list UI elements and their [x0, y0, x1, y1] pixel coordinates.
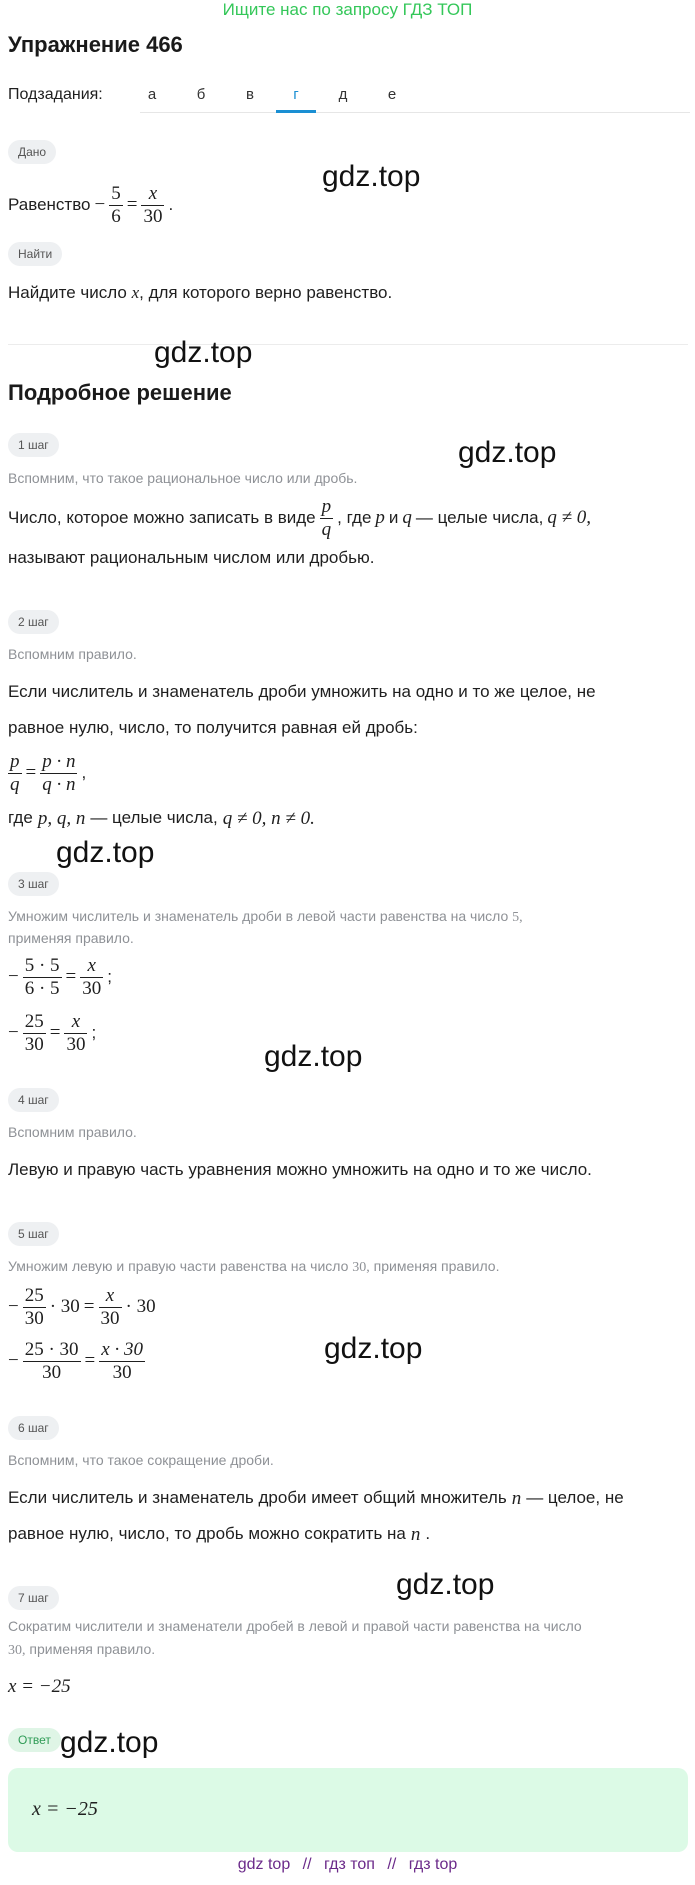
footer-link-gdz-top-mixed[interactable]: гдз top [408, 1856, 458, 1873]
step-7-hint-line1: Сократим числители и знаменатели дробей в левой и правой части равенства на число [8, 1618, 582, 1634]
footer-links [0, 1856, 695, 1874]
step-4-badge: 4 шаг [8, 1088, 59, 1112]
period: . [168, 195, 174, 214]
step-1-line2: называют рациональным числом или дробью. [8, 548, 375, 567]
watermark: gdz.top [60, 1726, 159, 1759]
step-2-conditions: где p, q, n — целые числа, q ≠ 0, n ≠ 0. [8, 808, 315, 829]
step-1-line1: Число, которое можно записать в виде $\frac{p}{q}$ , где p и q — целые числа, q ≠ 0, [8, 495, 592, 540]
fraction-p-q: $\frac{p}{q}$ [321, 495, 332, 540]
step-4-hint: Вспомним правило. [8, 1124, 137, 1140]
step-5-eq2: − $\frac{25 \cdot 30}{30}$ = $\frac{x \cdot 30}{30}$ [8, 1338, 143, 1383]
step-2-formula: $\frac{p}{q}$ = $\frac{p \cdot n}{q \cdot n}$ , [10, 750, 87, 795]
step-6-badge: 6 шаг [8, 1416, 59, 1440]
answer-box [8, 1768, 688, 1852]
step-3-hint-line2: применяя правило. [8, 930, 134, 946]
fraction-p-q: $\frac{p}{q}$ [10, 750, 20, 795]
tab-v[interactable]: в [246, 86, 254, 103]
tab-b[interactable]: б [196, 86, 206, 103]
search-banner: Ищите нас по запросу ГДЗ ТОП [222, 0, 473, 19]
footer-link-gdz-top[interactable]: gdz top [237, 1856, 291, 1873]
step-3-hint-line1: Умножим числитель и знаменатель дроби в левой части равенства на число 5, [8, 908, 523, 925]
step-6-line1: Если числитель и знаменатель дроби имеет общий множитель n — целое, не [8, 1488, 624, 1509]
variable-x: x [131, 283, 140, 302]
step-3-badge: 3 шаг [8, 872, 59, 896]
step-3-eq1: − $\frac{5 \cdot 5}{6 \cdot 5}$ = $\frac{x}{30}$ ; [8, 954, 112, 999]
given-fraction-left: $\frac{5}{6}$ [111, 182, 121, 227]
step-5-hint: Умножим левую и правую части равенства на число 30, применяя правило. [8, 1258, 500, 1275]
equals-sign: = [126, 194, 138, 215]
step-7-badge: 7 шаг [8, 1586, 59, 1610]
step-6-line2: равное нулю, число, то дробь можно сократить на n . [8, 1524, 431, 1545]
step-2-line2: равное нулю, число, то получится равная ей дробь: [8, 718, 418, 737]
step-5-eq1: − $\frac{25}{30}$ · 30 = $\frac{x}{30}$ · 30 [8, 1284, 156, 1329]
page-title: Упражнение 466 [8, 32, 183, 57]
find-badge: Найти [8, 242, 62, 266]
given-text: Равенство [8, 195, 91, 214]
step-2-badge: 2 шаг [8, 610, 59, 634]
watermark: gdz.top [264, 1040, 363, 1073]
watermark: gdz.top [458, 436, 557, 469]
step-2-hint: Вспомним правило. [8, 646, 137, 662]
tab-a[interactable]: а [147, 86, 157, 103]
step-6-hint: Вспомним, что такое сокращение дроби. [8, 1452, 274, 1468]
given-badge: Дано [8, 140, 56, 164]
tab-g[interactable]: г [293, 86, 299, 103]
find-statement: Найдите число x, для которого верно равенство. [8, 283, 393, 302]
step-4-line1: Левую и правую часть уравнения можно умножить на одно и то же число. [8, 1160, 592, 1179]
fraction-pn-qn: $\frac{p \cdot n}{q \cdot n}$ [42, 750, 76, 795]
step-1-hint: Вспомним, что такое рациональное число или дробь. [8, 470, 358, 486]
given-statement [8, 180, 173, 230]
given-fraction-right: $\frac{x}{30}$ [143, 182, 163, 227]
active-tab-indicator [276, 110, 316, 113]
answer-value: x = −25 [32, 1798, 98, 1820]
watermark: gdz.top [322, 160, 421, 193]
step-1-badge: 1 шаг [8, 433, 59, 457]
step-5-badge: 5 шаг [8, 1222, 59, 1246]
footer-link-gdz-top-ru[interactable]: гдз топ [324, 1856, 375, 1873]
step-7-result: x = −25 [8, 1676, 71, 1697]
solution-title: Подробное решение [8, 380, 232, 405]
watermark: gdz.top [396, 1568, 495, 1601]
minus-sign: − [94, 194, 106, 215]
footer-separator: // [302, 1856, 312, 1873]
step-2-line1: Если числитель и знаменатель дроби умножить на одно и то же целое, не [8, 682, 596, 701]
tab-d[interactable]: д [338, 86, 348, 103]
step-3-eq2: − $\frac{25}{30}$ = $\frac{x}{30}$ ; [8, 1010, 97, 1055]
watermark: gdz.top [154, 336, 253, 369]
tab-e[interactable]: е [387, 86, 397, 103]
watermark: gdz.top [56, 836, 155, 869]
tabs-divider [140, 112, 690, 113]
watermark: gdz.top [324, 1332, 423, 1365]
section-divider [8, 344, 688, 345]
answer-badge: Ответ [8, 1728, 61, 1752]
step-7-hint-line2: 30, применяя правило. [8, 1641, 156, 1658]
subtasks-label: Подзадания: [8, 86, 103, 103]
footer-separator: // [387, 1856, 397, 1873]
